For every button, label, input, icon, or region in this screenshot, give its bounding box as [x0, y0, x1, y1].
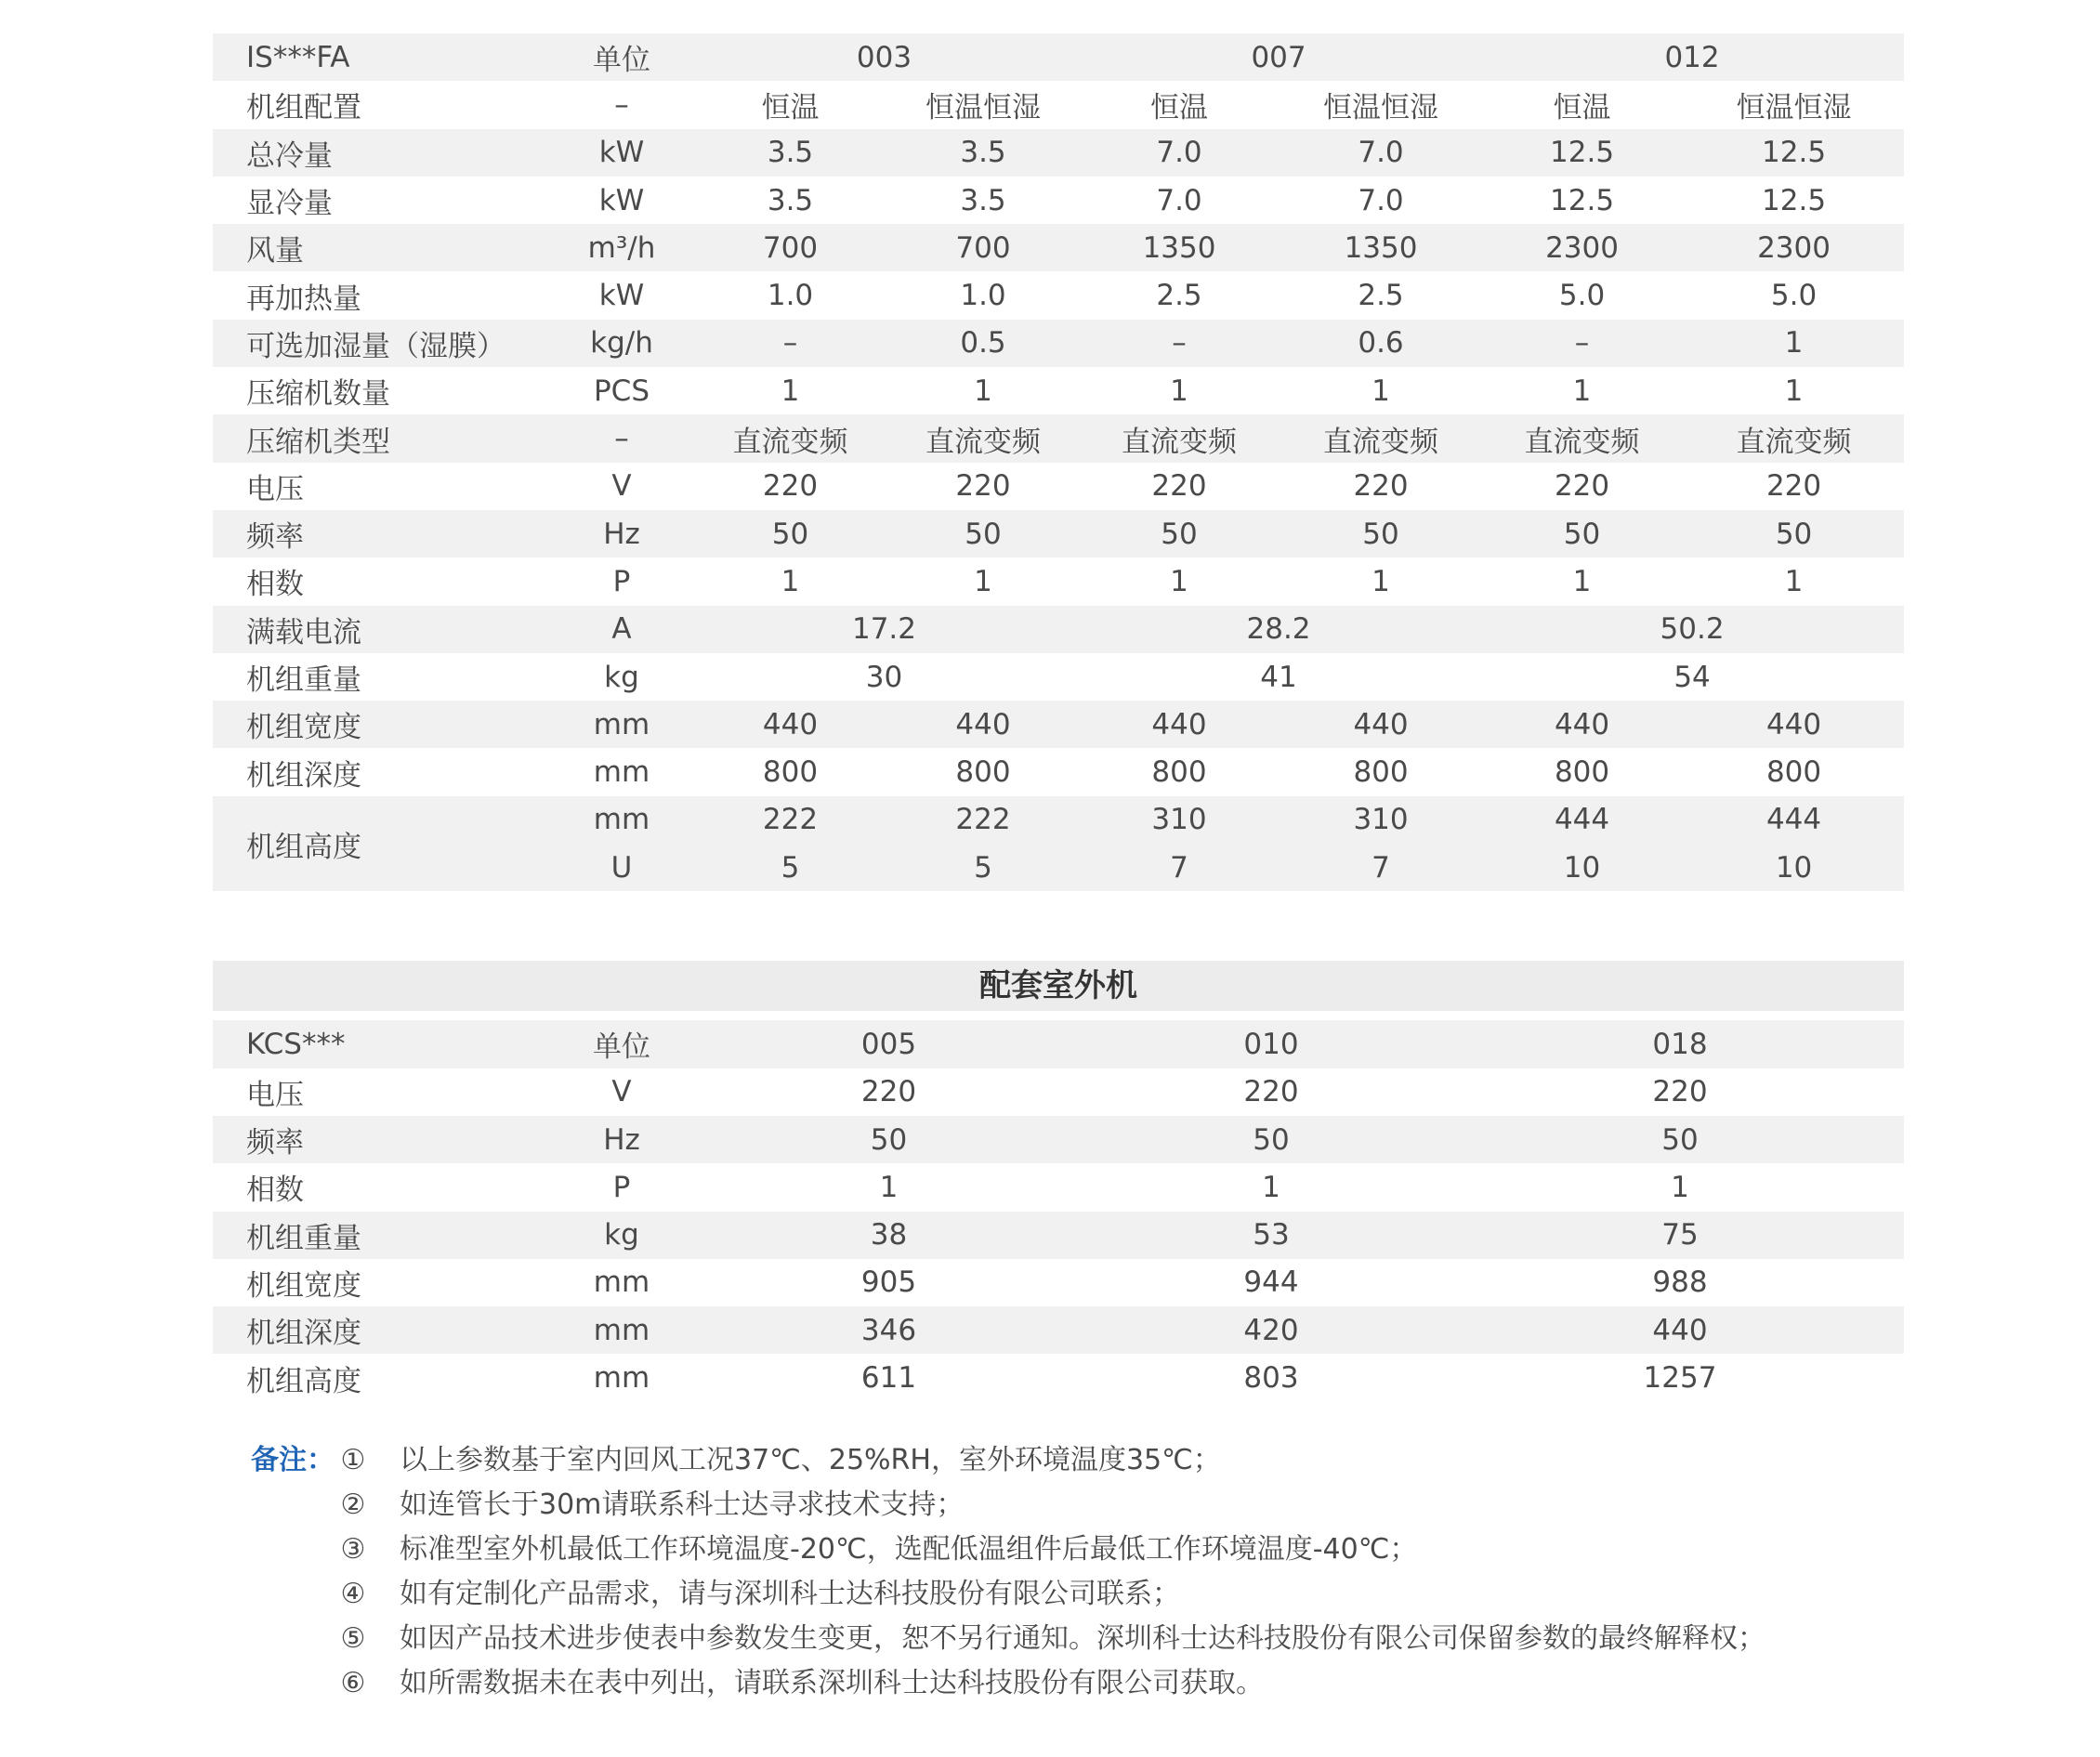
- cell: 220: [1353, 469, 1409, 504]
- cell: 1350: [1281, 224, 1480, 271]
- cell: 700: [889, 224, 1077, 271]
- cell: 1257: [1643, 1361, 1717, 1396]
- row-unit: mm: [552, 1306, 691, 1354]
- cell: 220: [1765, 469, 1822, 504]
- cell: 5.0: [1770, 279, 1818, 313]
- cell: 50: [1077, 510, 1281, 557]
- cell: 恒温恒湿: [1323, 91, 1439, 125]
- cell: 50.2: [1480, 606, 1904, 653]
- row-unit: Hz: [552, 510, 691, 557]
- cell: 800: [1353, 755, 1409, 790]
- cell: 1: [974, 564, 992, 598]
- cell: 1: [781, 374, 800, 408]
- cell: 7.0: [1281, 129, 1480, 177]
- row-unit: U: [552, 844, 691, 891]
- cell: 恒温: [761, 91, 820, 125]
- cell: 7.0: [1358, 183, 1404, 217]
- table-row: [213, 1306, 1904, 1354]
- cell: 直流变频: [1480, 414, 1684, 462]
- cell: 7: [1077, 844, 1281, 891]
- table-row: [213, 1069, 1904, 1116]
- cell: 2300: [1684, 224, 1904, 271]
- table-row: [213, 129, 1904, 177]
- cell: 444: [1480, 796, 1684, 844]
- cell: 800: [762, 755, 819, 790]
- note-text: 如有定制化产品需求，请与深圳科士达科技股份有限公司联系；: [400, 1578, 1180, 1610]
- table-row: [213, 557, 1904, 605]
- cell: 50: [1086, 1116, 1456, 1163]
- row-label: 压缩机数量: [246, 377, 390, 412]
- note-number: ②: [340, 1488, 366, 1521]
- note-number: ⑤: [340, 1622, 366, 1655]
- cell: 5.0: [1558, 279, 1606, 313]
- table-row: [213, 606, 1904, 653]
- cell: 3.5: [960, 183, 1006, 217]
- row-label: 机组高度: [246, 1364, 361, 1398]
- cell: 800: [1554, 755, 1610, 790]
- row-label: 相数: [246, 1174, 304, 1208]
- cell: 50: [889, 510, 1077, 557]
- cell: –: [1077, 320, 1281, 367]
- row-label: 显冷量: [246, 187, 333, 221]
- cell: 直流变频: [1281, 414, 1480, 462]
- row-unit: m³/h: [552, 224, 691, 271]
- cell: 222: [889, 796, 1077, 844]
- cell: 恒温恒湿: [925, 91, 1041, 125]
- cell: 7.0: [1077, 129, 1281, 177]
- table-row: [213, 1163, 1904, 1211]
- table-row: [213, 1259, 1904, 1306]
- cell: 803: [1243, 1361, 1299, 1396]
- cell: 611: [860, 1361, 917, 1396]
- cell: 1: [879, 1170, 899, 1204]
- cell: 1: [1170, 564, 1188, 598]
- row-label: 电压: [246, 1078, 304, 1112]
- cell: 310: [1077, 796, 1281, 844]
- note-text: 以上参数基于室内回风工况37℃、25%RH，室外环境温度35℃；: [400, 1444, 1221, 1476]
- table-header-row: [213, 33, 1904, 81]
- row-unit: mm: [552, 796, 691, 844]
- note-text: 如所需数据未在表中列出，请联系深圳科士达科技股份有限公司获取。: [400, 1667, 1264, 1699]
- model-series-label: IS***FA: [213, 33, 552, 81]
- cell: 50: [691, 1116, 1086, 1163]
- cell: 700: [691, 224, 889, 271]
- cell: 1: [1372, 564, 1390, 598]
- cell: 800: [1151, 755, 1207, 790]
- cell: 220: [955, 469, 1011, 504]
- table-row: [213, 653, 1904, 701]
- cell: 50: [1456, 1116, 1904, 1163]
- cell: 444: [1684, 796, 1904, 844]
- row-label: 满载电流: [213, 606, 552, 653]
- row-unit: P: [612, 564, 631, 598]
- row-unit: kW: [552, 129, 691, 177]
- table-row: [213, 796, 1904, 844]
- cell: 1: [1784, 374, 1804, 408]
- cell: 1: [1671, 1170, 1689, 1204]
- cell: 12.5: [1762, 183, 1827, 217]
- cell: 1.0: [767, 279, 814, 313]
- cell: 直流变频: [889, 414, 1077, 462]
- cell: 440: [1456, 1306, 1904, 1354]
- table-row: [213, 367, 1904, 414]
- model-005: 005: [691, 1020, 1086, 1068]
- cell: 346: [691, 1306, 1086, 1354]
- table-row: [213, 271, 1904, 319]
- cell: 直流变频: [691, 414, 889, 462]
- cell: 7: [1281, 844, 1480, 891]
- row-label: 相数: [246, 568, 304, 602]
- cell: 905: [860, 1265, 917, 1300]
- row-unit: P: [612, 1170, 631, 1204]
- cell: 3.5: [691, 129, 889, 177]
- row-unit: A: [552, 606, 691, 653]
- cell: 440: [1077, 701, 1281, 748]
- row-unit: –: [614, 87, 629, 122]
- cell: 2.5: [1358, 279, 1404, 313]
- cell: 220: [1151, 469, 1207, 504]
- cell: 220: [1243, 1075, 1299, 1109]
- cell: 220: [860, 1075, 917, 1109]
- table-row: [213, 1354, 1904, 1401]
- cell: 2.5: [1156, 279, 1202, 313]
- note-number: ③: [340, 1533, 366, 1566]
- table-row: [213, 701, 1904, 748]
- row-label: 总冷量: [213, 129, 552, 177]
- cell: 10: [1684, 844, 1904, 891]
- note-number: ①: [340, 1444, 366, 1476]
- table-row: [213, 224, 1904, 271]
- cell: 1: [781, 564, 800, 598]
- cell: 5: [691, 844, 889, 891]
- cell: 440: [1281, 701, 1480, 748]
- cell: 17.2: [691, 606, 1077, 653]
- table-row: [213, 510, 1904, 557]
- row-unit: PCS: [593, 374, 650, 408]
- row-label: 机组宽度: [246, 1268, 361, 1303]
- cell: 222: [691, 796, 889, 844]
- cell: 2300: [1480, 224, 1684, 271]
- cell: 1: [1170, 374, 1188, 408]
- row-unit: V: [611, 1075, 632, 1109]
- note-number: ⑥: [340, 1667, 366, 1699]
- note-text: 标准型室外机最低工作环境温度-20℃，选配低温组件后最低工作环境温度-40℃；: [400, 1533, 1418, 1566]
- row-unit: kg/h: [552, 320, 691, 367]
- row-label: 频率: [213, 510, 552, 557]
- table-row: [213, 177, 1904, 224]
- indoor-spec-table: [213, 33, 1904, 891]
- cell: 220: [1652, 1075, 1708, 1109]
- cell: 7.0: [1156, 183, 1202, 217]
- cell: 440: [1684, 701, 1904, 748]
- outdoor-spec-table: [213, 1020, 1904, 1401]
- cell: 310: [1281, 796, 1480, 844]
- row-unit: kW: [598, 279, 645, 313]
- model-010: 010: [1086, 1020, 1456, 1068]
- cell: 12.5: [1550, 183, 1615, 217]
- note-text: 如连管长于30m请联系科士达寻求技术支持；: [400, 1488, 965, 1521]
- table-row: [213, 81, 1904, 128]
- cell: 220: [762, 469, 819, 504]
- row-label: 压缩机类型: [213, 414, 552, 462]
- cell: 5: [889, 844, 1077, 891]
- row-unit: V: [611, 469, 632, 504]
- row-label: 机组宽度: [213, 701, 552, 748]
- model-018: 018: [1456, 1020, 1904, 1068]
- cell: 30: [865, 660, 903, 694]
- spec-sheet: [213, 33, 1904, 1402]
- cell: 41: [1260, 660, 1297, 694]
- row-label: 风量: [213, 224, 552, 271]
- cell: 直流变频: [1684, 414, 1904, 462]
- cell: 10: [1480, 844, 1684, 891]
- row-unit: mm: [593, 1361, 650, 1396]
- notes-label: 备注：: [251, 1444, 335, 1476]
- cell: 1: [1684, 320, 1904, 367]
- unit-header: 单位: [552, 1020, 691, 1068]
- cell: 28.2: [1077, 606, 1480, 653]
- table-row: [213, 1212, 1904, 1259]
- model-003: 003: [691, 33, 1077, 81]
- cell: 0.6: [1281, 320, 1480, 367]
- outdoor-unit-title: 配套室外机: [213, 961, 1904, 1011]
- cell: 恒温: [1150, 91, 1209, 125]
- cell: 1: [1372, 374, 1390, 408]
- row-unit: kg: [552, 1212, 691, 1259]
- row-unit: mm: [593, 755, 650, 790]
- row-unit: kg: [604, 660, 639, 694]
- cell: 53: [1086, 1212, 1456, 1259]
- cell: 220: [1554, 469, 1610, 504]
- cell: 1.0: [960, 279, 1006, 313]
- cell: 440: [889, 701, 1077, 748]
- note-number: ④: [340, 1578, 366, 1610]
- cell: 1350: [1077, 224, 1281, 271]
- row-label: 电压: [246, 472, 304, 506]
- cell: 12.5: [1684, 129, 1904, 177]
- table-row: [213, 414, 1904, 462]
- cell: 800: [955, 755, 1011, 790]
- cell: 988: [1652, 1265, 1708, 1300]
- cell: 1: [1572, 564, 1592, 598]
- row-unit: kW: [598, 183, 645, 217]
- row-label: 机组重量: [246, 663, 361, 697]
- cell: 1: [1262, 1170, 1280, 1204]
- cell: 直流变频: [1077, 414, 1281, 462]
- cell: 50: [691, 510, 889, 557]
- row-label: 机组深度: [246, 758, 361, 793]
- cell: 50: [1480, 510, 1684, 557]
- cell: –: [691, 320, 889, 367]
- note-text: 如因产品技术进步使表中参数发生变更，恕不另行通知。深圳科士达科技股份有限公司保留参数的最终解释权；: [400, 1622, 1765, 1655]
- cell: 3.5: [767, 183, 814, 217]
- cell: 440: [1480, 701, 1684, 748]
- row-unit: mm: [593, 1265, 650, 1300]
- cell: 38: [691, 1212, 1086, 1259]
- cell: 420: [1086, 1306, 1456, 1354]
- row-unit: Hz: [552, 1116, 691, 1163]
- cell: 3.5: [889, 129, 1077, 177]
- table-row: [213, 463, 1904, 510]
- model-series-label: KCS***: [213, 1020, 552, 1068]
- cell: 75: [1456, 1212, 1904, 1259]
- cell: 1: [1572, 374, 1592, 408]
- model-012: 012: [1480, 33, 1904, 81]
- cell: 944: [1243, 1265, 1299, 1300]
- row-label: 机组高度: [213, 796, 552, 892]
- table-row: [213, 748, 1904, 795]
- cell: 恒温: [1553, 91, 1611, 125]
- cell: 800: [1765, 755, 1822, 790]
- row-label: 机组重量: [213, 1212, 552, 1259]
- model-007: 007: [1077, 33, 1480, 81]
- row-label: 再加热量: [246, 282, 361, 316]
- row-unit: mm: [552, 701, 691, 748]
- table-header-row: [213, 1020, 1904, 1068]
- cell: 12.5: [1480, 129, 1684, 177]
- unit-header: 单位: [552, 33, 691, 81]
- row-label: 可选加湿量（湿膜）: [213, 320, 552, 367]
- cell: 1: [974, 374, 992, 408]
- cell: 0.5: [889, 320, 1077, 367]
- row-label: 机组配置: [246, 91, 361, 125]
- cell: 50: [1684, 510, 1904, 557]
- cell: 恒温恒湿: [1736, 91, 1852, 125]
- cell: –: [1480, 320, 1684, 367]
- cell: 440: [691, 701, 889, 748]
- row-unit: –: [552, 414, 691, 462]
- table-row: [213, 1116, 1904, 1163]
- row-label: 频率: [213, 1116, 552, 1163]
- cell: 50: [1281, 510, 1480, 557]
- cell: 1: [1784, 564, 1804, 598]
- cell: 54: [1673, 660, 1711, 694]
- table-row: [213, 320, 1904, 367]
- row-label: 机组深度: [213, 1306, 552, 1354]
